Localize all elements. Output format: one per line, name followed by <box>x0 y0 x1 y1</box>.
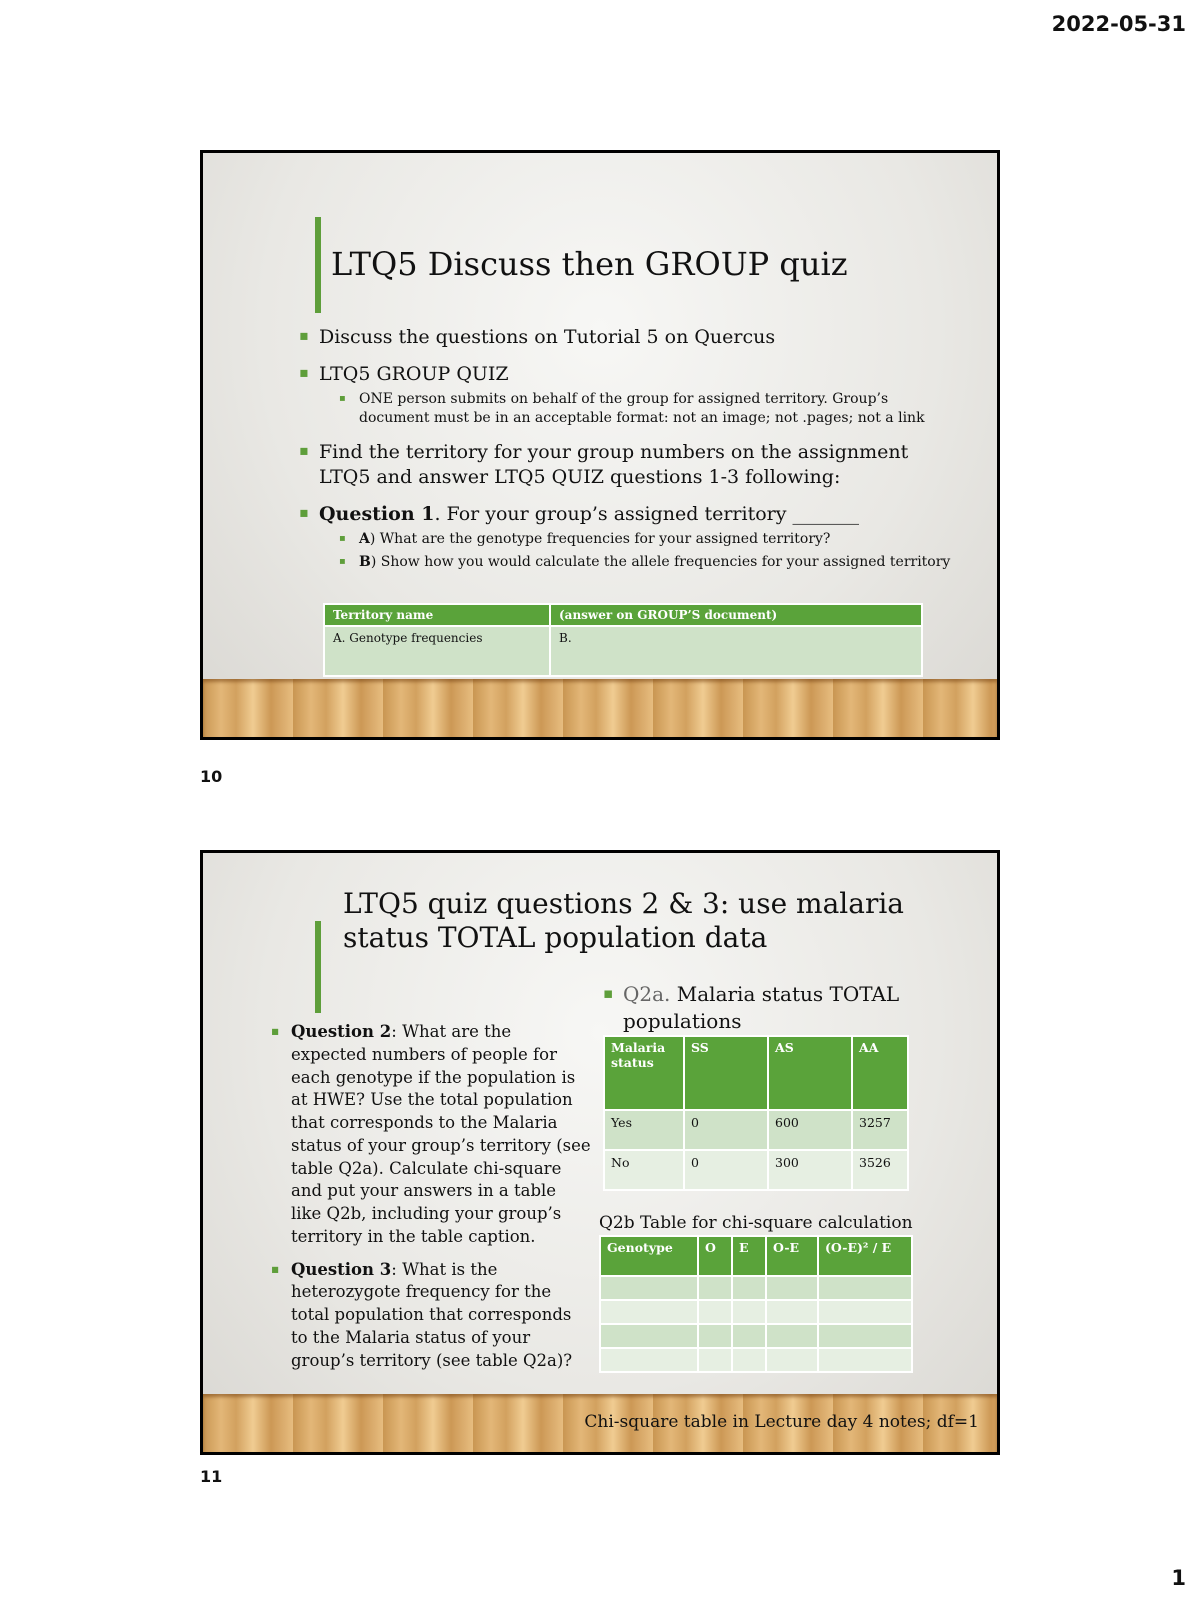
chi-square-row <box>600 1276 912 1300</box>
no-as: 300 <box>768 1150 852 1190</box>
territory-table <box>323 603 923 677</box>
chi-square-row <box>600 1300 912 1324</box>
bullet-discuss: ▪ Discuss the questions on Tutorial 5 on Quercus <box>299 325 959 350</box>
yes-as: 600 <box>768 1110 852 1150</box>
wood-floor-band <box>203 1394 997 1452</box>
slide-title: LTQ5 quiz questions 2 & 3: use malaria status TOTAL population data <box>343 887 904 955</box>
ss-header: SS <box>684 1036 768 1110</box>
slide-10 <box>200 150 1000 740</box>
question-2-text: : What are the expected numbers of people for each genotype if the population is at HWE? Use the total population that corresponds to the Malaria status of your group’s territory (see table Q2a). Calculate chi-square and put your answers in a table like Q2b, including your group’s territory in the table caption. <box>291 1022 591 1246</box>
page-number: 1 <box>1171 1566 1186 1590</box>
q2b-caption: Q2b Table for chi-square calculation <box>599 1213 913 1233</box>
title-accent-bar <box>315 217 321 313</box>
q2a-text: Malaria status TOTAL populations <box>623 982 900 1033</box>
bullet-group-quiz <box>299 362 959 387</box>
chi-square-header <box>600 1236 912 1276</box>
question-1-label: Question 1 <box>319 502 435 525</box>
question-1a <box>339 530 959 549</box>
malaria-row-yes <box>604 1110 908 1150</box>
slide-number-11: 11 <box>200 1467 223 1486</box>
question-2-label: Question 2 <box>291 1022 392 1041</box>
q2a-heading <box>603 981 943 1035</box>
malaria-table-header <box>604 1036 908 1110</box>
chi-square-row <box>600 1324 912 1348</box>
o-minus-e-header: O-E <box>766 1236 818 1276</box>
no-ss: 0 <box>684 1150 768 1190</box>
observed-header: O <box>698 1236 732 1276</box>
chi-square-row <box>600 1348 912 1372</box>
question-3-label: Question 3 <box>291 1259 392 1279</box>
bullet-list <box>299 325 959 572</box>
bullet-find-territory: ▪ Find the territory for your group numbers on the assignment LTQ5 and answer LTQ5 QUIZ questions 1-3 following: <box>299 440 959 489</box>
slide-number-10: 10 <box>200 767 223 786</box>
slide-title: LTQ5 Discuss then GROUP quiz <box>331 245 848 283</box>
malaria-status-header: Malaria status <box>604 1036 684 1110</box>
territory-name-header: Territory name <box>324 604 550 626</box>
wood-floor-band <box>203 679 997 737</box>
status-yes: Yes <box>604 1110 684 1150</box>
chi-square-table <box>599 1235 913 1373</box>
question-list <box>271 1021 591 1372</box>
yes-ss: 0 <box>684 1110 768 1150</box>
q2a-label: Q2a. <box>623 982 671 1006</box>
malaria-row-no <box>604 1150 908 1190</box>
territory-table-row <box>324 626 922 676</box>
title-accent-bar <box>315 921 321 1013</box>
question-1b-label: B <box>359 554 371 571</box>
print-date: 2022-05-31 <box>1051 12 1186 36</box>
territory-table-header <box>324 604 922 626</box>
malaria-status-table <box>603 1035 909 1191</box>
slide-11 <box>200 850 1000 1455</box>
question-1a-label: A <box>359 531 370 548</box>
bullet-group-quiz-text: LTQ5 GROUP QUIZ <box>319 362 509 385</box>
bullet-submission-note: ▪ ONE person submits on behalf of the group for assigned territory. Group’s document must be in an acceptable format: not an image; not .pages; not a link <box>339 390 959 428</box>
question-1-text: . For your group’s assigned territory _______ <box>434 502 859 525</box>
aa-header: AA <box>852 1036 908 1110</box>
yes-aa: 3257 <box>852 1110 908 1150</box>
chi-term-header: (O-E)² / E <box>818 1236 912 1276</box>
question-3-text: : What is the heterozygote frequency for the total population that corresponds to the Malaria status of your group’s territory (see table Q2a)? <box>291 1259 573 1370</box>
question-3 <box>271 1259 591 1373</box>
status-no: No <box>604 1150 684 1190</box>
question-1b <box>339 553 959 572</box>
as-header: AS <box>768 1036 852 1110</box>
question-1a-text: ) What are the genotype frequencies for your assigned territory? <box>369 531 831 548</box>
answer-b-cell: B. <box>550 626 922 676</box>
genotype-frequencies-cell: A. Genotype frequencies <box>324 626 550 676</box>
no-aa: 3526 <box>852 1150 908 1190</box>
answer-header: (answer on GROUP’S document) <box>550 604 922 626</box>
bullet-question-1 <box>299 502 959 527</box>
expected-header: E <box>732 1236 766 1276</box>
genotype-header: Genotype <box>600 1236 698 1276</box>
chi-square-table-note: Chi-square table in Lecture day 4 notes; df=1 <box>584 1412 979 1432</box>
question-2 <box>271 1021 591 1249</box>
question-1b-text: ) Show how you would calculate the allele frequencies for your assigned territory <box>370 554 951 571</box>
